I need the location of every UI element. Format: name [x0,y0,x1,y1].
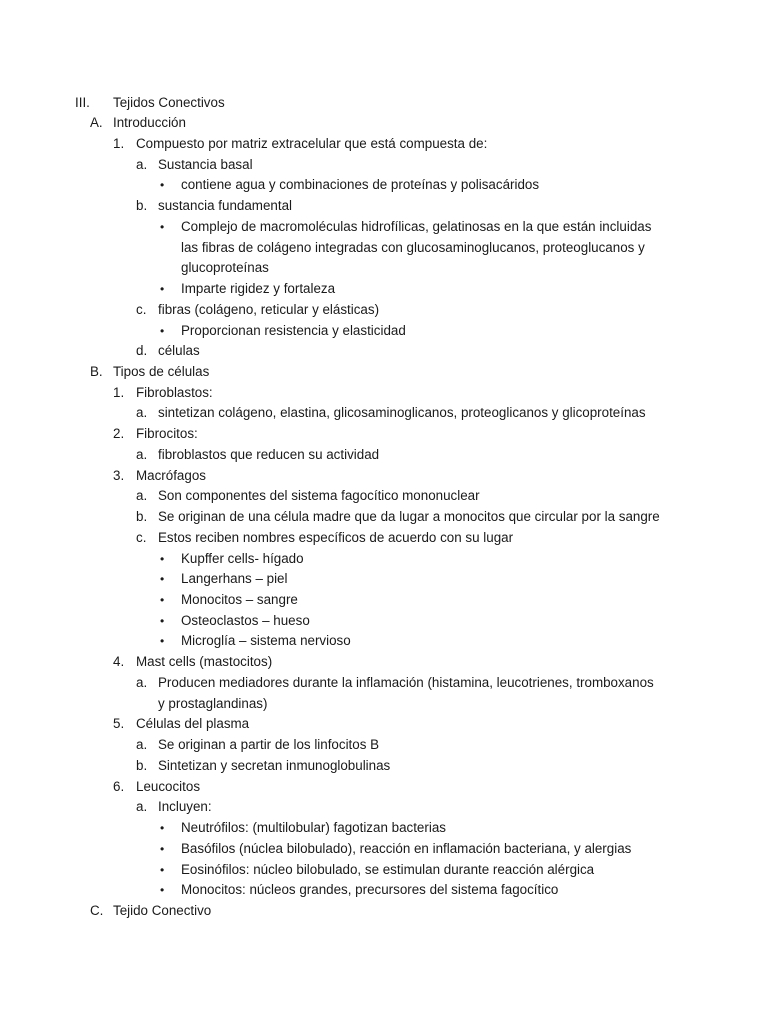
outline-item [0,569,768,590]
outline-item [0,466,768,487]
outline-text: Incluyen: [158,799,212,815]
outline-item [0,383,768,404]
list-marker: a. [136,737,148,753]
outline-item [0,196,768,217]
outline-item [0,93,768,114]
list-marker: 1. [113,135,125,151]
outline-text: Se originan de una célula madre que da lugar a monocitos que circular por la sangre [158,509,660,525]
outline-item [0,673,768,694]
outline-item [0,735,768,756]
bullet-marker: • [160,178,165,193]
list-marker: a. [136,156,148,172]
outline-item [0,113,768,134]
outline-item [0,155,768,176]
outline-item [0,486,768,507]
bullet-marker: • [160,572,165,587]
outline-text: Se originan a partir de los linfocitos B [158,737,380,753]
outline-item [0,880,768,901]
outline-item [0,424,768,445]
bullet-marker: • [160,323,165,338]
outline-text: Producen mediadores durante la inflamación (histamina, leucotrienes, tromboxanos [158,674,654,690]
list-marker: c. [136,301,147,317]
outline-text: Monocitos – sangre [181,592,298,608]
outline-text: Sintetizan y secretan inmunoglobulinas [158,757,391,773]
outline-text: las fibras de colágeno integradas con glucosaminoglucanos, proteoglucanos y [181,239,645,255]
list-marker: III. [75,94,90,110]
outline-item [0,238,768,259]
outline-text: Introducción [113,115,186,131]
outline-text: Eosinófilos: núcleo bilobulado, se estimulan durante reacción alérgica [181,861,595,877]
list-marker: b. [136,198,148,214]
outline-text: células [158,343,200,359]
outline-text: glucoproteínas [181,260,269,276]
outline-item [0,818,768,839]
list-marker: d. [136,343,148,359]
outline-text: Neutrófilos: (multilobular) fagotizan bacterias [181,820,446,836]
outline-item [0,694,768,715]
outline-text: Complejo de macromoléculas hidrofílicas, gelatinosas en la que están incluidas [181,218,652,234]
outline-text: Tejido Conectivo [113,902,212,918]
outline-item [0,860,768,881]
outline-item [0,175,768,196]
outline-text: sustancia fundamental [158,198,292,214]
outline-item [0,507,768,528]
list-marker: 6. [113,778,125,794]
outline-text: Leucocitos [136,778,201,794]
outline-text: Basófilos (núclea bilobulado), reacción en inflamación bacteriana, y alergias [181,840,632,856]
outline-text: Microglía – sistema nervioso [181,633,351,649]
outline-item [0,777,768,798]
list-marker: b. [136,757,148,773]
outline-item [0,217,768,238]
outline-item [0,403,768,424]
outline-text: Son componentes del sistema fagocítico mononuclear [158,488,480,504]
bullet-marker: • [160,613,165,628]
outline-text: Tejidos Conectivos [113,94,225,110]
outline-text: Estos reciben nombres específicos de acuerdo con su lugar [158,529,514,545]
bullet-marker: • [160,219,165,234]
outline-item [0,300,768,321]
outline-text: Monocitos: núcleos grandes, precursores del sistema fagocítico [181,882,559,898]
outline-text: fibroblastos que reducen su actividad [158,446,380,462]
list-marker: C. [90,902,104,918]
list-marker: 4. [113,654,125,670]
outline-item [0,321,768,342]
list-marker: a. [136,799,148,815]
bullet-marker: • [160,862,165,877]
list-marker: 1. [113,384,125,400]
outline-text: Tipos de células [113,363,210,379]
bullet-marker: • [160,883,165,898]
list-marker: c. [136,529,147,545]
outline-item [0,714,768,735]
list-marker: A. [90,115,103,131]
list-marker: 3. [113,467,125,483]
outline-item [0,631,768,652]
outline-text: Kupffer cells- hígado [181,550,304,566]
outline-text: Compuesto por matriz extracelular que está compuesta de: [136,135,488,151]
outline-item [0,362,768,383]
outline-text: Mast cells (mastocitos) [136,654,273,670]
bullet-marker: • [160,634,165,649]
outline-text: Macrófagos [136,467,206,483]
outline-text: fibras (colágeno, reticular y elásticas) [158,301,380,317]
outline-item [0,652,768,673]
list-marker: 2. [113,426,125,442]
outline-item [0,549,768,570]
list-marker: a. [136,674,148,690]
outline-text: Células del plasma [136,716,250,732]
outline-item [0,528,768,549]
bullet-marker: • [160,593,165,608]
outline-item [0,611,768,632]
list-marker: a. [136,405,148,421]
bullet-marker: • [160,821,165,836]
list-marker: a. [136,446,148,462]
list-marker: b. [136,509,148,525]
outline-text: Proporcionan resistencia y elasticidad [181,322,406,338]
outline-text: Langerhans – piel [181,571,288,587]
outline-item [0,341,768,362]
outline-item [0,901,768,922]
bullet-marker: • [160,282,165,297]
outline-item [0,839,768,860]
bullet-marker: • [160,841,165,856]
outline-text: y prostaglandinas) [158,695,268,711]
list-marker: a. [136,488,148,504]
list-marker: B. [90,363,103,379]
outline-item [0,134,768,155]
outline-text: Imparte rigidez y fortaleza [181,281,336,297]
outline-item [0,590,768,611]
outline-item [0,445,768,466]
bullet-marker: • [160,551,165,566]
outline-text: sintetizan colágeno, elastina, glicosaminoglicanos, proteoglicanos y glicoproteínas [158,405,646,421]
outline-text: Osteoclastos – hueso [181,612,310,628]
outline-text: Sustancia basal [158,156,253,172]
outline-item [0,756,768,777]
outline-item [0,279,768,300]
outline-text: Fibrocitos: [136,426,198,442]
outline-item [0,258,768,279]
list-marker: 5. [113,716,125,732]
outline-text: contiene agua y combinaciones de proteínas y polisacáridos [181,177,540,193]
outline-text: Fibroblastos: [136,384,213,400]
outline-item [0,797,768,818]
